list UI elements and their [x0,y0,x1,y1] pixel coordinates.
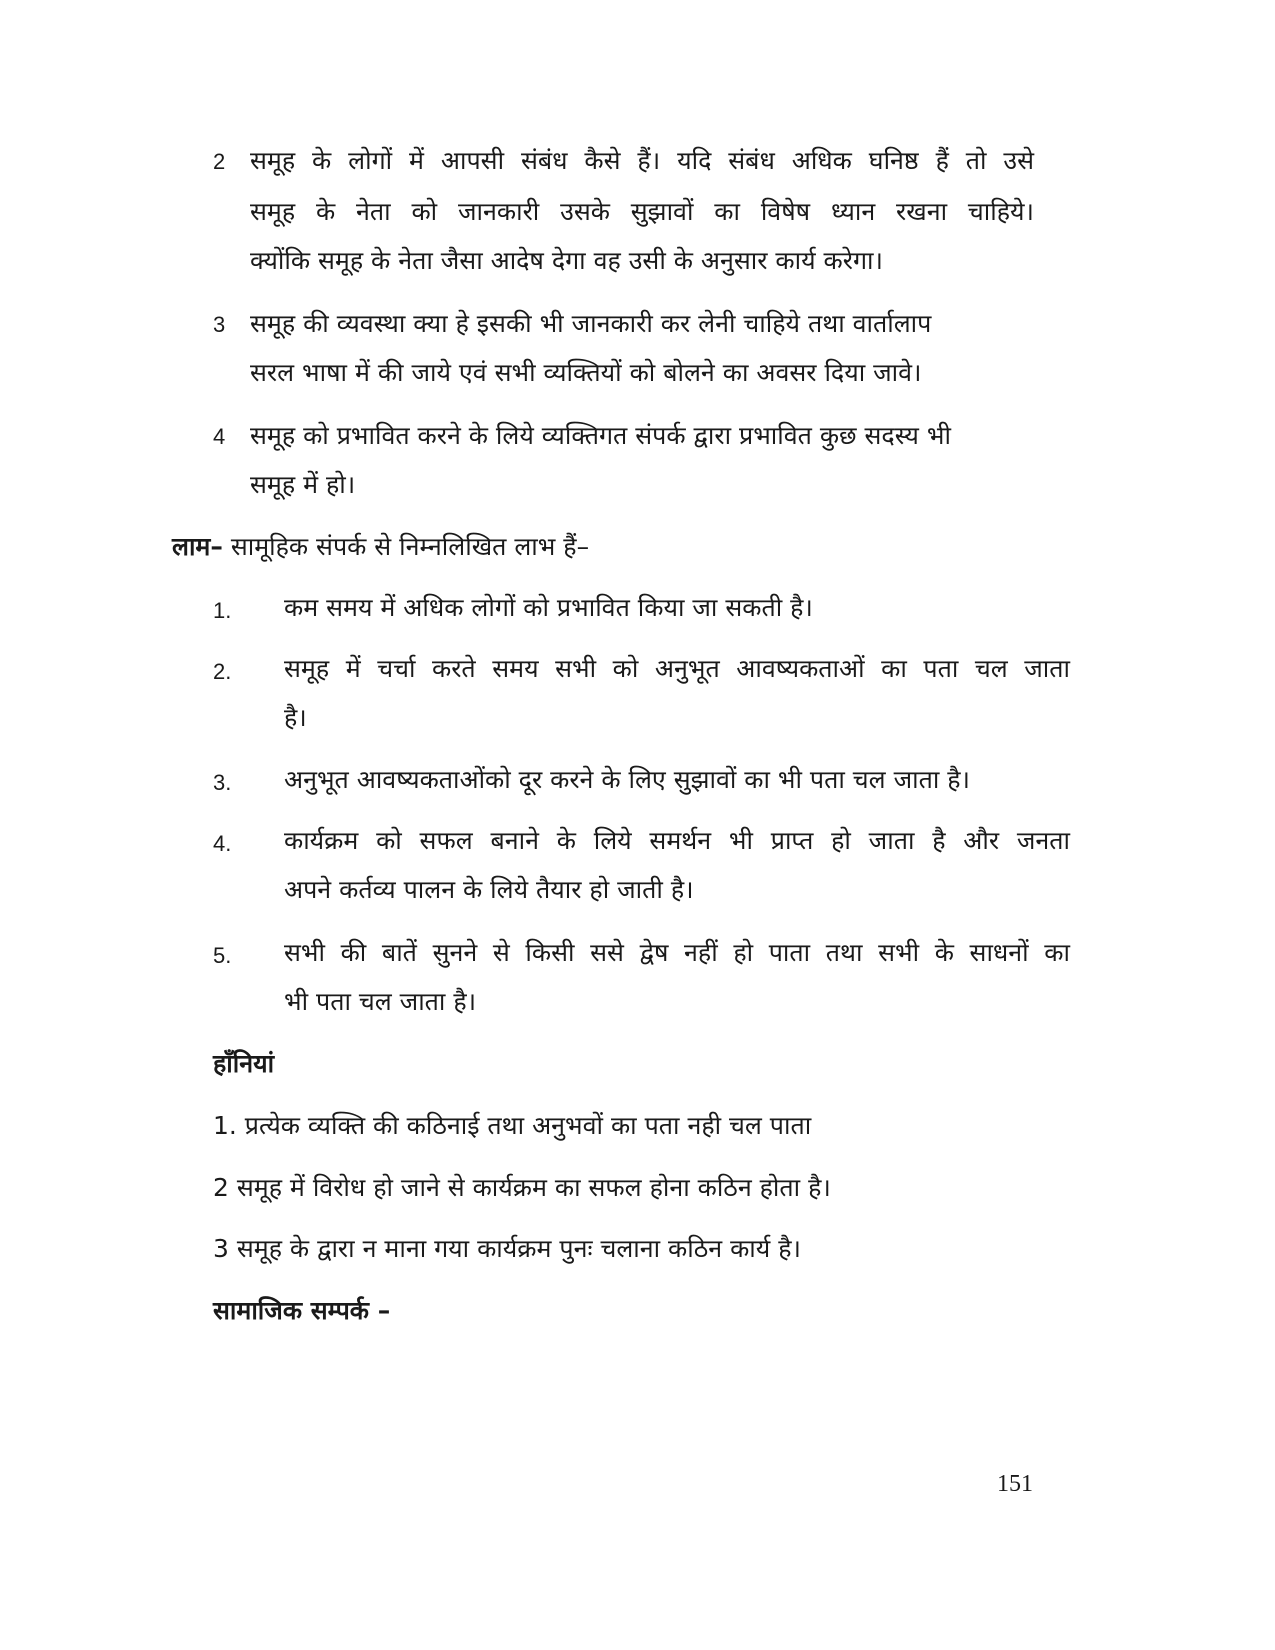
benefit-number: 5. [213,943,232,968]
list-item-line: समूह की व्यवस्था क्या हे इसकी भी जानकारी कर लेनी चाहिये तथा वार्तालाप [250,309,932,338]
page-number: 151 [997,1471,1033,1497]
loss-item: 1. प्रत्येक व्यक्ति की कठिनाई तथा अनुभवों का पता नही चल पाता [213,1111,812,1140]
list-item-number: 2 [213,149,226,174]
benefit-number: 4. [213,831,232,856]
benefit-line: सभी की बातें सुनने से किसी ससे द्वेष नहीं हो पाता तथा सभी के साधनों का [284,938,1070,967]
benefits-intro: सामूहिक संपर्क से निम्नलिखित लाभ हैं– [222,532,590,561]
benefit-line: अनुभूत आवष्यकताओंको दूर करने के लिए सुझावों का भी पता चल जाता है। [284,765,971,794]
list-item-line: समूह में हो। [250,470,356,499]
benefit-line: कम समय में अधिक लोगों को प्रभावित किया जा सकती है। [284,593,813,622]
benefit-number: 2. [213,659,232,684]
benefits-heading-line [172,534,589,559]
loss-item: 3 समूह के द्वारा न माना गया कार्यक्रम पुनः चलाना कठिन कार्य है। [213,1234,801,1263]
benefits-heading: लाम– [172,532,223,561]
benefit-number: 1. [213,598,232,623]
benefit-line: कार्यक्रम को सफल बनाने के लिये समर्थन भी प्राप्त हो जाता है और जनता [284,826,1070,855]
social-contact-heading: सामाजिक सम्पर्क – [213,1296,391,1325]
list-item-line: सरल भाषा में की जाये एवं सभी व्यक्तियों को बोलने का अवसर दिया जावे। [250,358,922,387]
list-item-line: समूह के नेता को जानकारी उसके सुझावों का विषेष ध्यान रखना चाहिये। [250,197,1034,226]
list-item-line: क्योंकि समूह के नेता जैसा आदेष देगा वह उसी के अनुसार कार्य करेगा। [250,246,883,275]
losses-heading: हाँनियां [213,1049,275,1078]
list-item-number: 3 [213,312,226,337]
benefit-line: अपने कर्तव्य पालन के लिये तैयार हो जाती है। [284,875,694,904]
list-item-line: समूह के लोगों में आपसी संबंध कैसे हैं। यदि संबंध अधिक घनिष्ठ हैं तो उसे [250,146,1034,175]
benefit-line: भी पता चल जाता है। [284,987,477,1016]
benefit-line: है। [284,703,307,732]
list-item-number: 4 [213,424,226,449]
list-item-line: समूह को प्रभावित करने के लिये व्यक्तिगत संपर्क द्वारा प्रभावित कुछ सदस्य भी [250,421,951,450]
benefit-number: 3. [213,770,232,795]
benefit-line: समूह में चर्चा करते समय सभी को अनुभूत आवष्यकताओं का पता चल जाता [284,654,1070,683]
loss-item: 2 समूह में विरोध हो जाने से कार्यक्रम का सफल होना कठिन होता है। [213,1173,831,1202]
